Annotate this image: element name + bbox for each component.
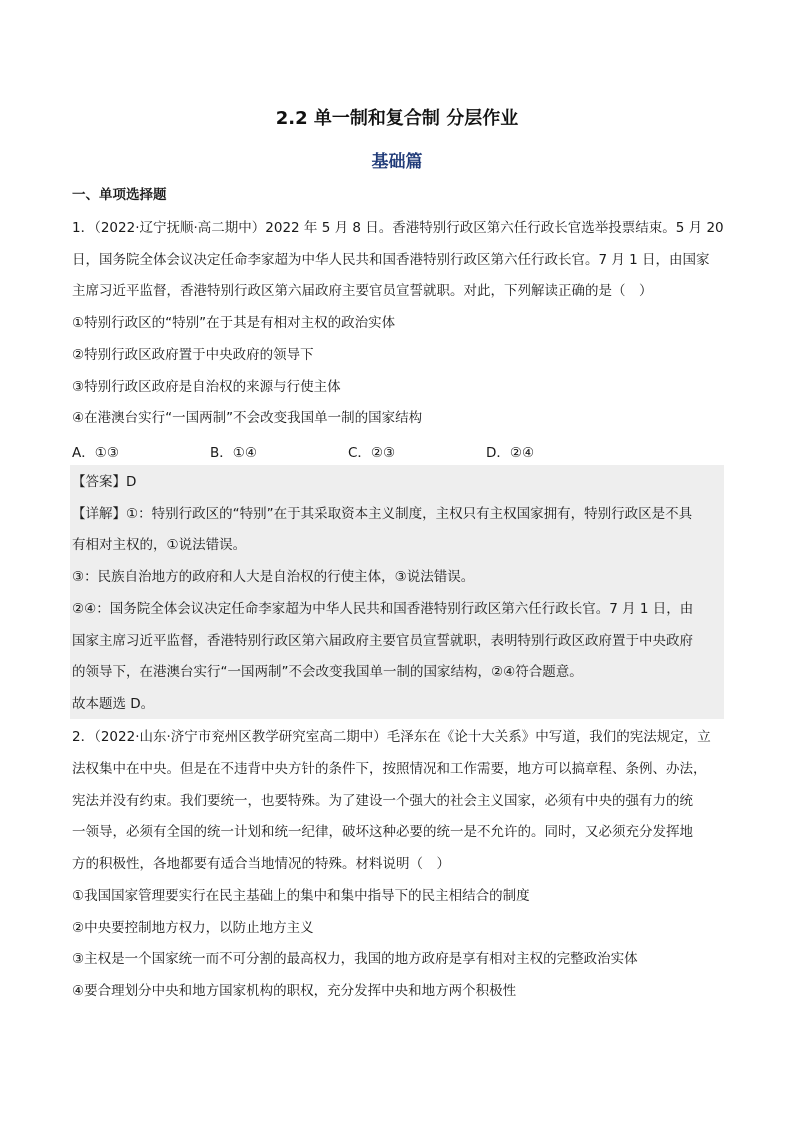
option-d[interactable]: D．②④ — [486, 445, 535, 461]
page-title: 2.2 单一制和复合制 分层作业 — [275, 108, 519, 129]
q1-statement: ④在港澳台实行“一国两制”不会改变我国单一制的国家结构 — [72, 410, 423, 426]
explanation-line: ③：民族自治地方的政府和人大是自治权的行使主体，③说法错误。 — [72, 569, 475, 585]
q2-statement: ③主权是一个国家统一而不可分割的最高权力，我国的地方政府是享有相对主权的完整政治实体 — [72, 951, 638, 967]
q1-statement: ①特别行政区的“特别”在于其是有相对主权的政治实体 — [72, 315, 396, 331]
q1-statement: ③特别行政区政府是自治权的来源与行使主体 — [72, 379, 341, 395]
explanation-line: 有相对主权的，①说法错误。 — [72, 537, 247, 553]
q1-stem-line: 日，国务院全体会议决定任命李家超为中华人民共和国香港特别行政区第六任行政长官。7 月 1 日，由国家 — [72, 252, 710, 268]
explanation-conclusion: 故本题选 D。 — [72, 696, 155, 712]
q2-stem-line: 2．（2022·山东·济宁市兖州区教学研究室高二期中）毛泽东在《论十大关系》中写道，我们的宪法规定，立 — [72, 729, 711, 745]
q2-stem-line: 方的积极性，各地都要有适合当地情况的特殊。材料说明（ ） — [72, 856, 450, 872]
q2-stem-line: 宪法并没有约束。我们要统一，也要特殊。为了建设一个强大的社会主义国家，必须有中央的强有力的统 — [72, 793, 693, 809]
explanation-line: 【详解】①：特别行政区的“特别”在于其采取资本主义制度，主权只有主权国家拥有，特别行政区是不具 — [72, 506, 693, 522]
q2-stem-line: 一领导，必须有全国的统一计划和统一纪律，破坏这种必要的统一是不允许的。同时，又必须充分发挥地 — [72, 824, 693, 840]
q1-stem-line: 1．（2022·辽宁抚顺·高二期中）2022 年 5 月 8 日。香港特别行政区第六任行政长官选举投票结束。5 月 20 — [72, 220, 724, 236]
q2-statement: ①我国国家管理要实行在民主基础上的集中和集中指导下的民主相结合的制度 — [72, 888, 530, 904]
page-subtitle: 基础篇 — [371, 152, 423, 172]
q1-options — [72, 441, 732, 461]
q2-stem-line: 法权集中在中央。但是在不违背中央方针的条件下，按照情况和工作需要，地方可以搞章程、条例、办法， — [72, 761, 707, 777]
q1-statement: ②特别行政区政府置于中央政府的领导下 — [72, 347, 314, 363]
explanation-line: ②④：国务院全体会议决定任命李家超为中华人民共和国香港特别行政区第六任行政长官。7 月 1 日，由 — [72, 601, 694, 617]
explanation-line: 的领导下，在港澳台实行“一国两制”不会改变我国单一制的国家结构，②④符合题意。 — [72, 664, 583, 680]
option-c[interactable]: C．②③ — [348, 445, 396, 461]
option-b[interactable]: B．①④ — [210, 445, 257, 461]
answer-label: 【答案】D — [72, 474, 137, 490]
q2-statement: ④要合理划分中央和地方国家机构的职权，充分发挥中央和地方两个积极性 — [72, 983, 517, 999]
option-a[interactable]: A．①③ — [72, 445, 119, 461]
q2-statement: ②中央要控制地方权力，以防止地方主义 — [72, 920, 314, 936]
section-heading: 一、单项选择题 — [72, 187, 167, 203]
explanation-line: 国家主席习近平监督，香港特别行政区第六届政府主要官员宣誓就职，表明特别行政区政府置于中央政府 — [72, 633, 693, 649]
q1-stem-line: 主席习近平监督，香港特别行政区第六届政府主要官员宣誓就职。对此，下列解读正确的是（ ） — [72, 283, 653, 299]
